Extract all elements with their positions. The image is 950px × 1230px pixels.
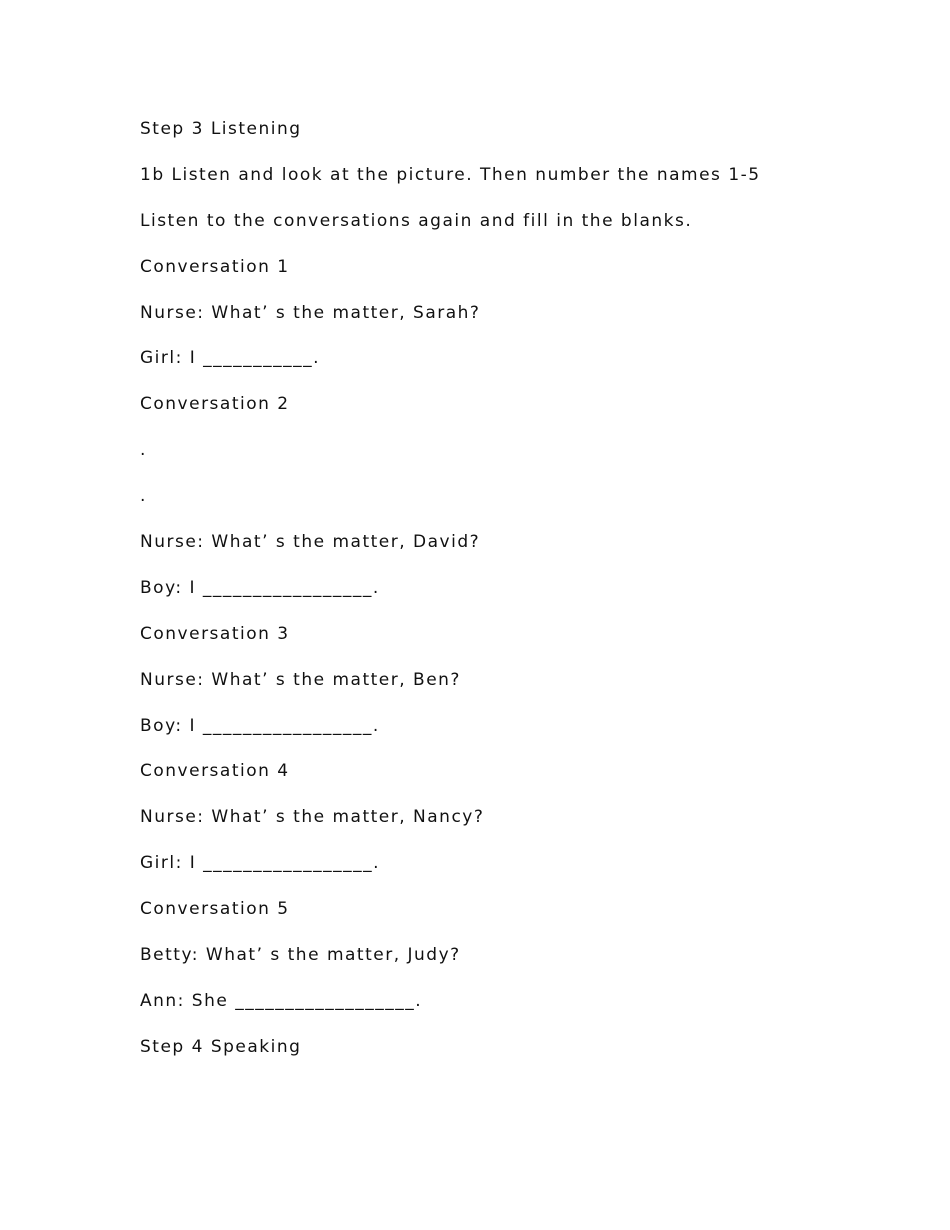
conversation-5-betty-line: Betty: What’ s the matter, Judy? (140, 945, 461, 966)
conversation-2-heading: Conversation 2 (140, 394, 290, 415)
conversation-5-ann-line: Ann: She __________________. (140, 990, 423, 1011)
section-heading-step-4: Step 4 Speaking (140, 1036, 302, 1057)
conversation-2-nurse-line: Nurse: What’ s the matter, David? (140, 532, 481, 553)
conversation-4-nurse-line: Nurse: What’ s the matter, Nancy? (140, 807, 485, 828)
conversation-1-girl-line: Girl: I ___________. (140, 348, 321, 369)
conversation-4-girl-line: Girl: I _________________. (140, 853, 381, 874)
section-heading-step-3: Step 3 Listening (140, 119, 302, 139)
stray-period: . (140, 486, 147, 507)
instruction-fill-blanks: Listen to the conversations again and fill in the blanks. (140, 210, 693, 231)
document-body (140, 114, 840, 1078)
instruction-1b: 1b Listen and look at the picture. Then number the names 1-5 (140, 164, 761, 185)
stray-period: . (140, 440, 147, 461)
conversation-3-heading: Conversation 3 (140, 623, 290, 644)
conversation-2-boy-line: Boy: I _________________. (140, 577, 380, 598)
conversation-3-nurse-line: Nurse: What’ s the matter, Ben? (140, 669, 461, 690)
conversation-1-nurse-line: Nurse: What’ s the matter, Sarah? (140, 302, 481, 323)
conversation-3-boy-line: Boy: I _________________. (140, 715, 380, 736)
conversation-1-heading: Conversation 1 (140, 256, 290, 277)
conversation-5-heading: Conversation 5 (140, 899, 290, 920)
conversation-4-heading: Conversation 4 (140, 761, 290, 782)
